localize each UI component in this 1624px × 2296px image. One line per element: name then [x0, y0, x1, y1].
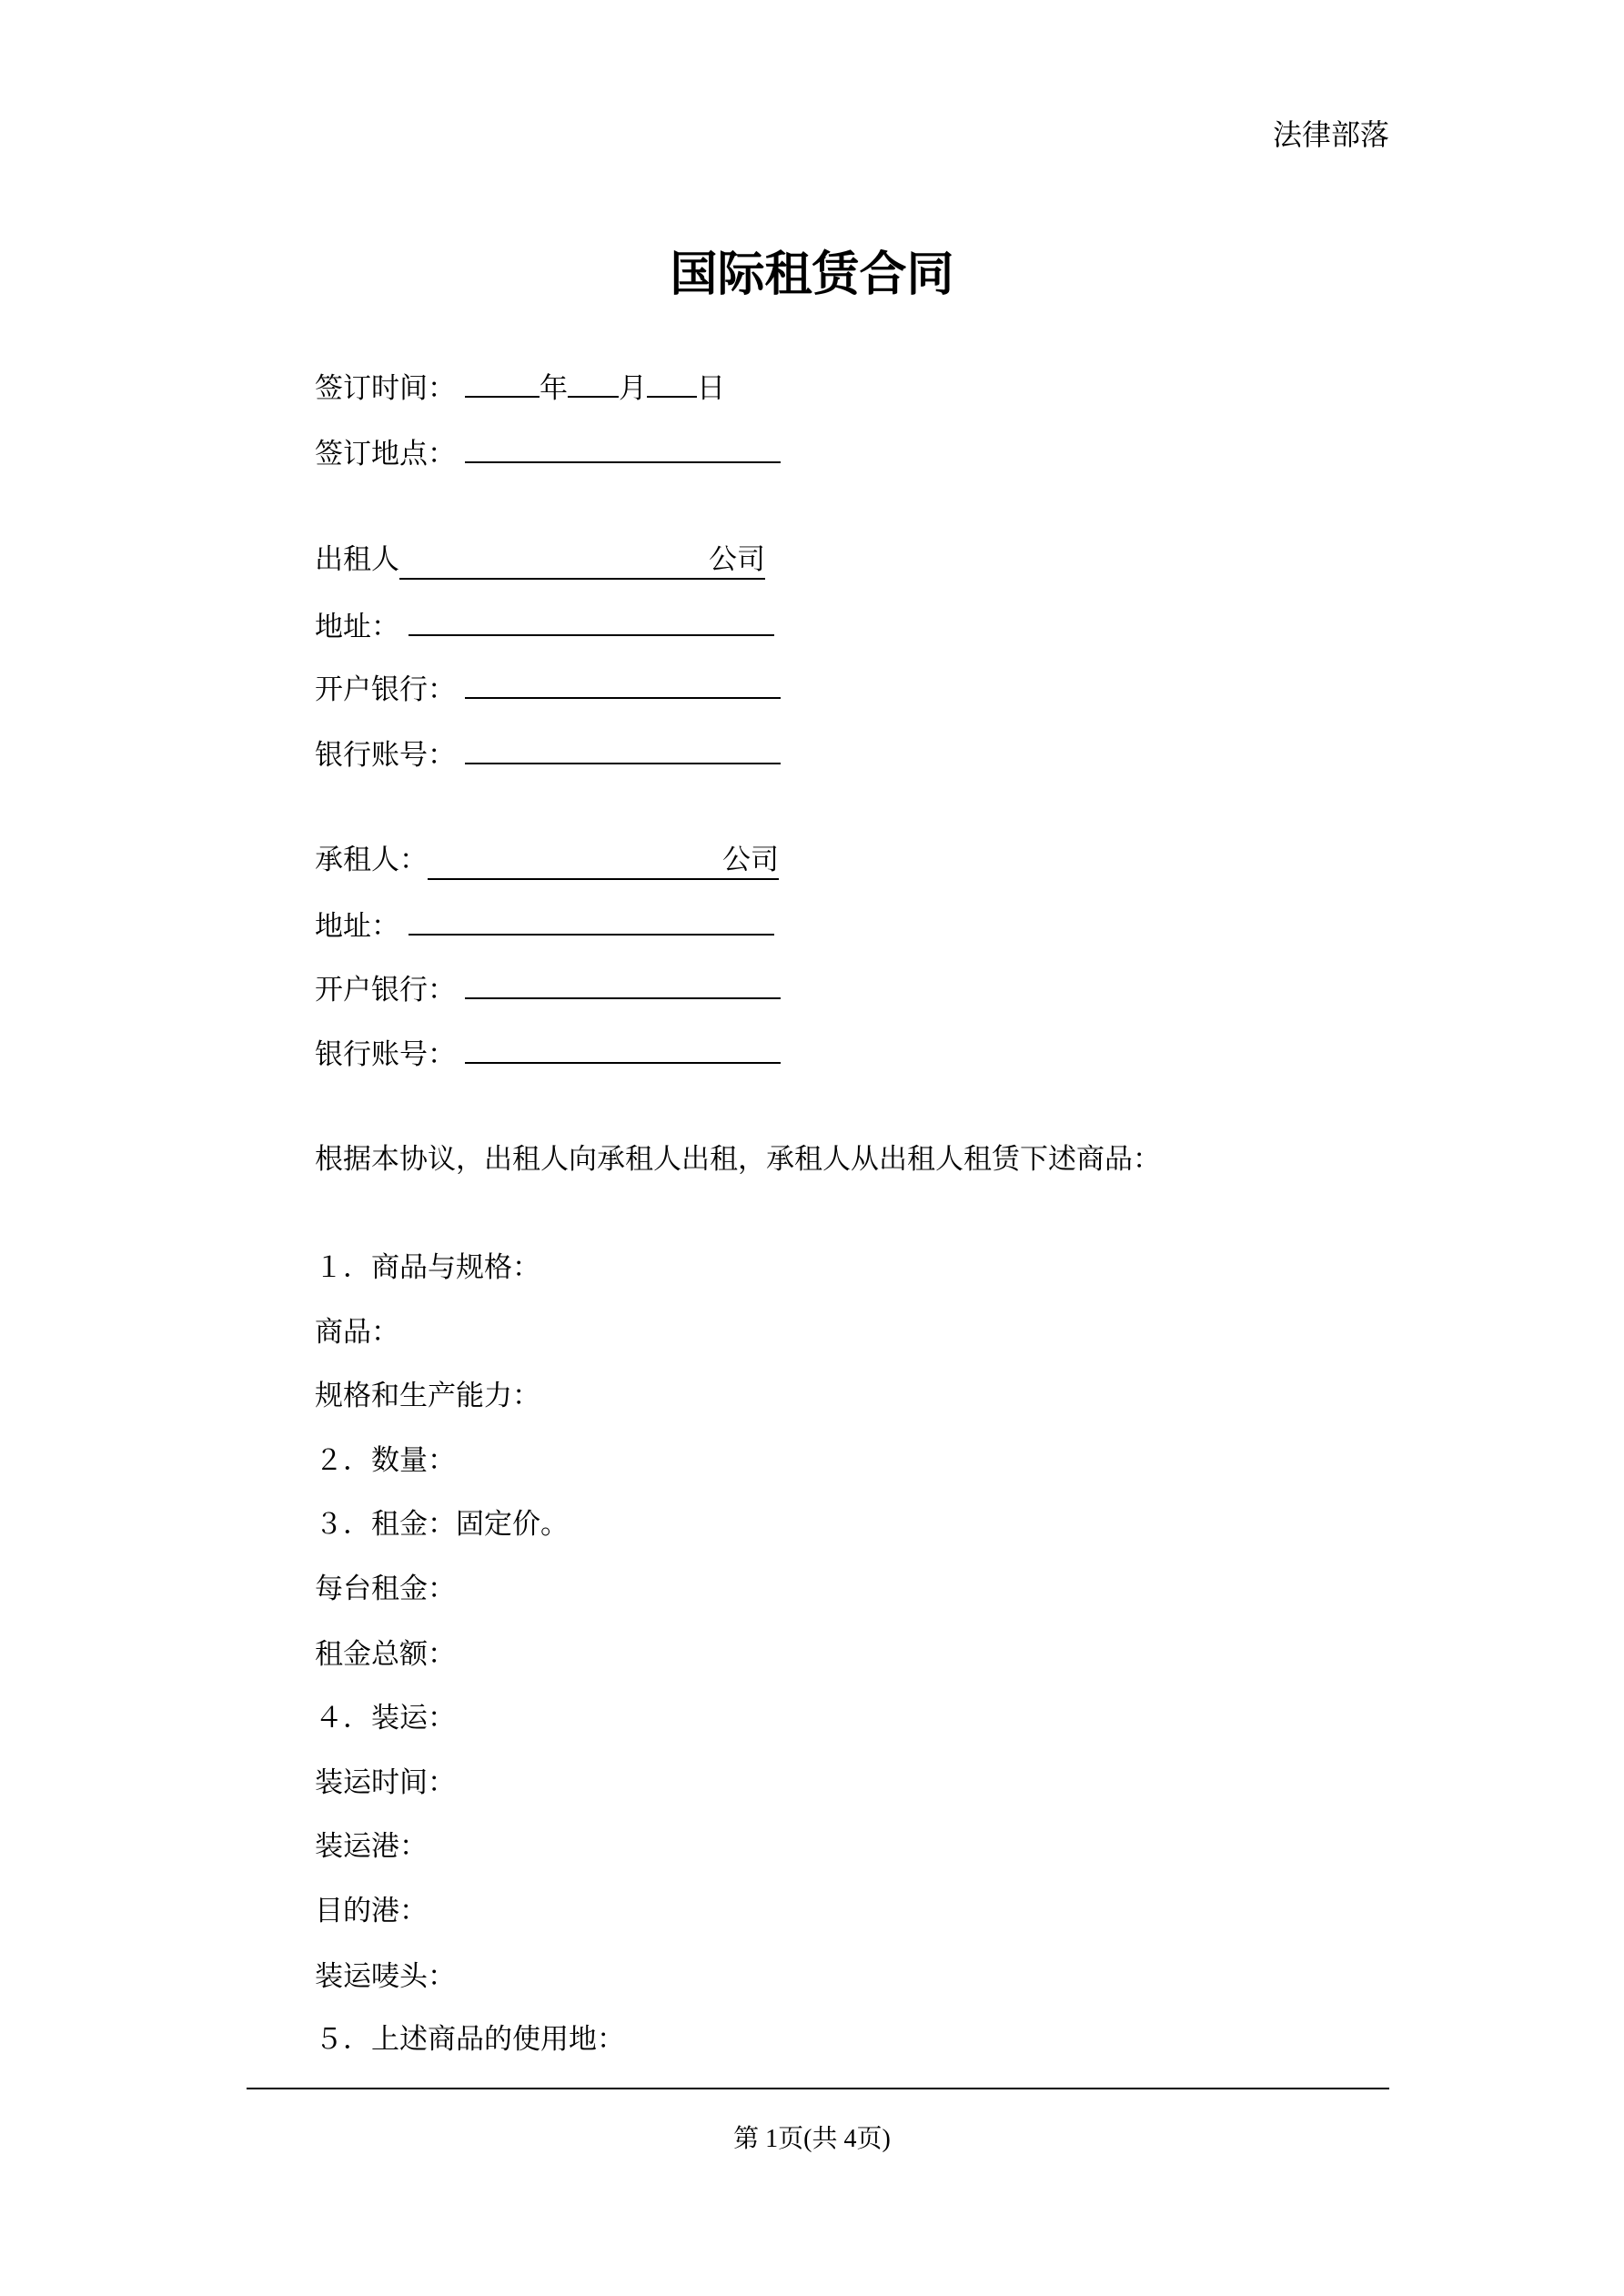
lessee-label: 承租人：	[315, 844, 428, 875]
lessor-account-field[interactable]	[465, 735, 781, 764]
lessee-address-field[interactable]	[409, 906, 774, 936]
clause-heading: ３．租金：固定价。	[315, 1508, 569, 1540]
lessee-suffix: 公司	[722, 844, 779, 875]
lessee-bank-field[interactable]	[465, 970, 781, 999]
lessee-bank-label: 开户银行：	[315, 974, 456, 1006]
header-brand: 法律部落	[1272, 118, 1389, 151]
lessor-suffix: 公司	[709, 543, 765, 575]
lessor-account-line	[315, 735, 781, 774]
clause-item: 装运唛头：	[315, 1960, 456, 1992]
clause-heading: １．商品与规格：	[315, 1251, 540, 1283]
lessee-account-label: 银行账号：	[315, 1038, 456, 1070]
lessee-line	[315, 842, 779, 880]
clause-item: 规格和生产能力：	[315, 1380, 540, 1411]
lessor-bank-line	[315, 670, 781, 708]
sign-place-line	[315, 434, 781, 472]
lessor-address-line	[315, 607, 774, 645]
sign-time-label: 签订时间：	[315, 372, 456, 404]
lessee-address-line	[315, 906, 774, 945]
document-title: 国际租赁合同	[670, 249, 954, 301]
clause-item: 目的港：	[315, 1895, 428, 1927]
clause-item: 租金总额：	[315, 1638, 456, 1670]
lessee-address-label: 地址：	[315, 910, 399, 942]
year-label: 年	[540, 372, 568, 404]
month-field[interactable]	[568, 369, 619, 398]
sign-place-field[interactable]	[465, 434, 781, 463]
day-label: 日	[697, 372, 725, 404]
clause-heading: ５．上述商品的使用地：	[315, 2023, 625, 2055]
footer-divider	[247, 2088, 1389, 2089]
clause-item: 商品：	[315, 1316, 399, 1348]
lessor-field[interactable]	[399, 541, 765, 580]
lessor-label: 出租人	[315, 543, 399, 575]
month-label: 月	[619, 372, 647, 404]
lessor-line	[315, 541, 765, 580]
lessee-account-line	[315, 1035, 781, 1073]
lessor-account-label: 银行账号：	[315, 739, 456, 771]
clause-item: 装运港：	[315, 1830, 428, 1862]
clause-item: 每台租金：	[315, 1573, 456, 1604]
lessor-address-label: 地址：	[315, 611, 399, 642]
clause-heading: ２．数量：	[315, 1444, 456, 1476]
lessor-bank-label: 开户银行：	[315, 673, 456, 705]
clause-item: 装运时间：	[315, 1766, 456, 1798]
lessee-account-field[interactable]	[465, 1035, 781, 1064]
year-field[interactable]	[465, 369, 540, 398]
clause-heading: ４．装运：	[315, 1702, 456, 1734]
sign-place-label: 签订地点：	[315, 438, 456, 470]
lessee-field[interactable]	[428, 842, 779, 880]
intro-paragraph: 根据本协议，出租人向承租人出租，承租人从出租人租赁下述商品：	[315, 1143, 1161, 1175]
page-number: 第 1页(共 4页)	[733, 2125, 891, 2153]
day-field[interactable]	[647, 369, 697, 398]
lessee-bank-line	[315, 970, 781, 1008]
sign-time-line	[315, 369, 725, 407]
lessor-address-field[interactable]	[409, 607, 774, 636]
lessor-bank-field[interactable]	[465, 670, 781, 699]
